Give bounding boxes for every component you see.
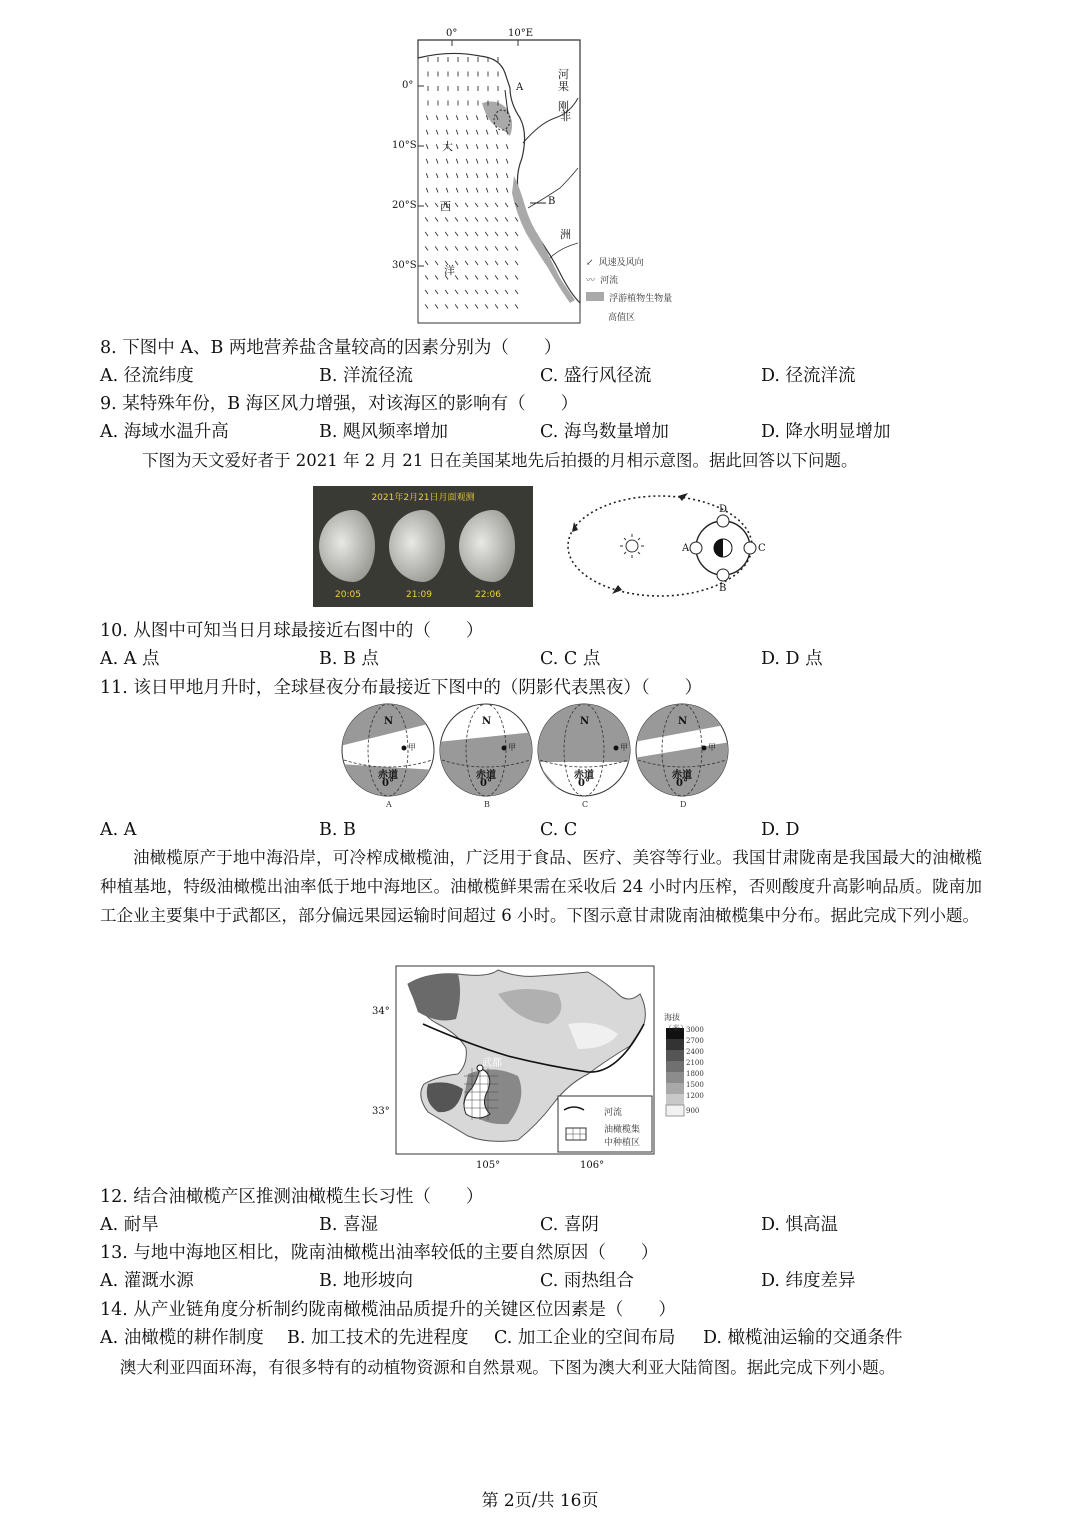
olive-lon-106: 106° bbox=[580, 1160, 605, 1171]
q12-option-c[interactable]: C. 喜阴 bbox=[540, 1215, 599, 1235]
q12-option-b[interactable]: B. 喜湿 bbox=[319, 1215, 378, 1235]
q8-option-a[interactable]: A. 径流纬度 bbox=[100, 366, 194, 386]
q10-option-b[interactable]: B. B 点 bbox=[319, 649, 379, 669]
globe-a-label: A bbox=[386, 800, 392, 809]
page-footer: 第 2页/共 16页 bbox=[481, 1491, 599, 1511]
australia-intro: 澳大利亚四面环海，有很多特有的动植物资源和自然景观。下图为澳大利亚大陆简图。据此完成下列小题。 bbox=[119, 1358, 896, 1377]
globe-a-pole: N bbox=[384, 716, 394, 727]
legend-river-icon: 〰 bbox=[586, 276, 596, 286]
moon-time-2: 21:09 bbox=[406, 590, 432, 600]
q8-option-d[interactable]: D. 径流洋流 bbox=[761, 366, 856, 386]
q8-stem: 8. 下图中 A、B 两地营养盐含量较高的因素分别为（ ） bbox=[100, 338, 562, 358]
globe-b-pole: N bbox=[482, 716, 492, 727]
q13-stem: 13. 与地中海地区相比，陇南油橄榄出油率较低的主要自然原因（ ） bbox=[100, 1243, 659, 1263]
q14-option-d[interactable]: D. 橄榄油运输的交通条件 bbox=[703, 1328, 903, 1348]
legend-plankton bbox=[586, 286, 700, 324]
globe-b-place: 甲 bbox=[508, 743, 516, 752]
olive-elev-2100: 2100 bbox=[686, 1059, 704, 1067]
moon-photo-title: 2021年2月21日月面观测 bbox=[371, 493, 475, 503]
globe-a-place: 甲 bbox=[408, 743, 416, 752]
ocean-char-2: 西 bbox=[440, 200, 451, 213]
land-char-guo: 果 bbox=[558, 80, 569, 93]
moon-photo bbox=[313, 486, 533, 607]
q12-option-d[interactable]: D. 惧高温 bbox=[761, 1215, 839, 1235]
q13-option-b[interactable]: B. 地形坡向 bbox=[319, 1271, 413, 1291]
lat-label-20s: 20°S bbox=[392, 200, 417, 211]
q13-option-a[interactable]: A. 灌溉水源 bbox=[100, 1271, 194, 1291]
olive-elev-900: 900 bbox=[686, 1107, 700, 1115]
orbit-point-c: C bbox=[758, 543, 766, 554]
legend-plankton-swatch bbox=[586, 292, 604, 301]
olive-elev-1800: 1800 bbox=[686, 1070, 704, 1078]
q8-option-b[interactable]: B. 洋流径流 bbox=[319, 366, 413, 386]
legend-river-label: 河流 bbox=[600, 276, 619, 286]
globes-figure bbox=[340, 702, 740, 812]
globe-d-equator: 赤道 bbox=[672, 770, 692, 781]
africa-coast-map bbox=[392, 28, 700, 328]
lat-label-30s: 30°S bbox=[392, 260, 417, 271]
lon-label-10e: 10°E bbox=[508, 28, 534, 39]
q9-option-a[interactable]: A. 海域水温升高 bbox=[100, 422, 229, 442]
legend-river bbox=[586, 268, 696, 287]
q10-stem: 10. 从图中可知当日月球最接近右图中的（ ） bbox=[100, 621, 484, 641]
q9-option-c[interactable]: C. 海鸟数量增加 bbox=[540, 422, 669, 442]
q14-option-c[interactable]: C. 加工企业的空间布局 bbox=[494, 1328, 676, 1348]
q12-stem: 12. 结合油橄榄产区推测油橄榄生长习性（ ） bbox=[100, 1187, 484, 1207]
q14-stem: 14. 从产业链角度分析制约陇南橄榄油品质提升的关键区位因素是（ ） bbox=[100, 1300, 676, 1320]
point-b: B bbox=[548, 196, 556, 207]
ocean-char-3: 洋 bbox=[444, 264, 455, 277]
land-char-gang: 刚 bbox=[558, 100, 569, 113]
olive-elev-3000: 3000 bbox=[686, 1026, 704, 1034]
point-a: A bbox=[516, 82, 524, 93]
q11-stem: 11. 该日甲地月升时，全球昼夜分布最接近下图中的（阴影代表黑夜）（ ） bbox=[100, 678, 703, 698]
globe-b-label: B bbox=[484, 800, 490, 809]
legend-plankton-label-2: 高值区 bbox=[608, 313, 636, 323]
elevation-scale bbox=[666, 1028, 684, 1116]
q10-option-c[interactable]: C. C 点 bbox=[540, 649, 601, 669]
globe-a-equator: 赤道 bbox=[378, 770, 398, 781]
olive-city: 武都 bbox=[482, 1058, 502, 1069]
globe-d-meridian: 0° bbox=[676, 778, 688, 789]
olive-elev-2700: 2700 bbox=[686, 1037, 704, 1045]
q9-option-b[interactable]: B. 飓风频率增加 bbox=[319, 422, 448, 442]
globe-d-place: 甲 bbox=[708, 743, 716, 752]
olive-intro: 油橄榄原产于地中海沿岸，可冷榨成橄榄油，广泛用于食品、医疗、美容等行业。我国甘肃陇南是我国最大的油橄榄种植基地，特级油橄榄出油率低于地中海地区。油橄榄鲜果需在采收后 24 小时内压榨，否则酸度升高影响品质。陇南加工企业主要集中于武都区，部分偏远果园运输时间超过 6 小时。下图示意甘肃陇南油橄榄集中分布。据此完成下列小题。 bbox=[100, 848, 982, 925]
q14-option-a[interactable]: A. 油橄榄的耕作制度 bbox=[100, 1328, 264, 1348]
olive-lat-33: 33° bbox=[372, 1106, 390, 1117]
legend-wind-label: 风速及风向 bbox=[598, 258, 644, 268]
q11-option-d[interactable]: D. D bbox=[761, 820, 800, 840]
olive-lat-34: 34° bbox=[372, 1006, 390, 1017]
olive-legend-zone-2: 中种植区 bbox=[604, 1138, 641, 1148]
globe-c-pole: N bbox=[580, 716, 590, 727]
q13-option-d[interactable]: D. 纬度差异 bbox=[761, 1271, 856, 1291]
olive-lon-105: 105° bbox=[476, 1160, 501, 1171]
moon-phase-2 bbox=[389, 510, 445, 582]
q8-option-c[interactable]: C. 盛行风径流 bbox=[540, 366, 652, 386]
globe-c-meridian: 0° bbox=[578, 778, 590, 789]
q11-option-c[interactable]: C. C bbox=[540, 820, 578, 840]
globe-b-meridian: 0° bbox=[480, 778, 492, 789]
q9-option-d[interactable]: D. 降水明显增加 bbox=[761, 422, 891, 442]
globe-c-label: C bbox=[582, 800, 589, 809]
olive-legend-river: 河流 bbox=[604, 1108, 623, 1118]
globe-d-label: D bbox=[680, 800, 687, 809]
globe-a-meridian: 0° bbox=[382, 778, 394, 789]
legend-wind-icon: ↙ bbox=[586, 258, 594, 268]
globe-c-equator: 赤道 bbox=[574, 770, 594, 781]
olive-elev-1200: 1200 bbox=[686, 1092, 704, 1100]
olive-elev-2400: 2400 bbox=[686, 1048, 704, 1056]
orbit-point-a: A bbox=[682, 543, 690, 554]
sun-icon bbox=[620, 534, 644, 558]
land-char-fei: 非 bbox=[560, 110, 571, 123]
moon-time-1: 20:05 bbox=[335, 590, 361, 600]
lat-label-10s: 10°S bbox=[392, 140, 417, 151]
q14-option-b[interactable]: B. 加工技术的先进程度 bbox=[287, 1328, 469, 1348]
olive-map bbox=[368, 964, 704, 1176]
moon-intro: 下图为天文爱好者于 2021 年 2 月 21 日在美国某地先后拍摄的月相示意图。据此回答以下问题。 bbox=[142, 451, 858, 470]
olive-elev-title: 海拔（米） bbox=[664, 1013, 688, 1033]
earth-icon bbox=[714, 539, 723, 557]
legend-plankton-label: 浮游植物生物量 bbox=[609, 294, 673, 304]
moon-phase-1 bbox=[319, 510, 375, 582]
q10-option-d[interactable]: D. D 点 bbox=[761, 649, 823, 669]
q13-option-c[interactable]: C. 雨热组合 bbox=[540, 1271, 634, 1291]
land-char-zhou: 洲 bbox=[560, 228, 571, 241]
globe-c-place: 甲 bbox=[620, 743, 628, 752]
q11-option-b[interactable]: B. B bbox=[319, 820, 356, 840]
globe-b-equator: 赤道 bbox=[476, 770, 496, 781]
olive-elev-1500: 1500 bbox=[686, 1081, 704, 1089]
lat-label-0: 0° bbox=[402, 80, 414, 91]
globe-d-pole: N bbox=[678, 716, 688, 727]
moon-time-3: 22:06 bbox=[475, 590, 501, 600]
moon-phase-3 bbox=[459, 510, 515, 582]
q9-stem: 9. 某特殊年份，B 海区风力增强，对该海区的影响有（ ） bbox=[100, 394, 579, 414]
lon-label-0: 0° bbox=[446, 28, 458, 39]
legend-wind bbox=[586, 250, 696, 269]
land-char-he: 河 bbox=[558, 68, 569, 81]
olive-legend-zone-1: 油橄榄集 bbox=[604, 1125, 641, 1135]
orbit-point-d: D bbox=[719, 504, 728, 515]
q11-option-a[interactable]: A. A bbox=[100, 820, 137, 840]
ocean-char-1: 大 bbox=[442, 140, 453, 153]
q10-option-a[interactable]: A. A 点 bbox=[100, 649, 160, 669]
orbit-diagram bbox=[560, 486, 780, 601]
orbit-point-b: B bbox=[719, 583, 727, 594]
q12-option-a[interactable]: A. 耐旱 bbox=[100, 1215, 159, 1235]
